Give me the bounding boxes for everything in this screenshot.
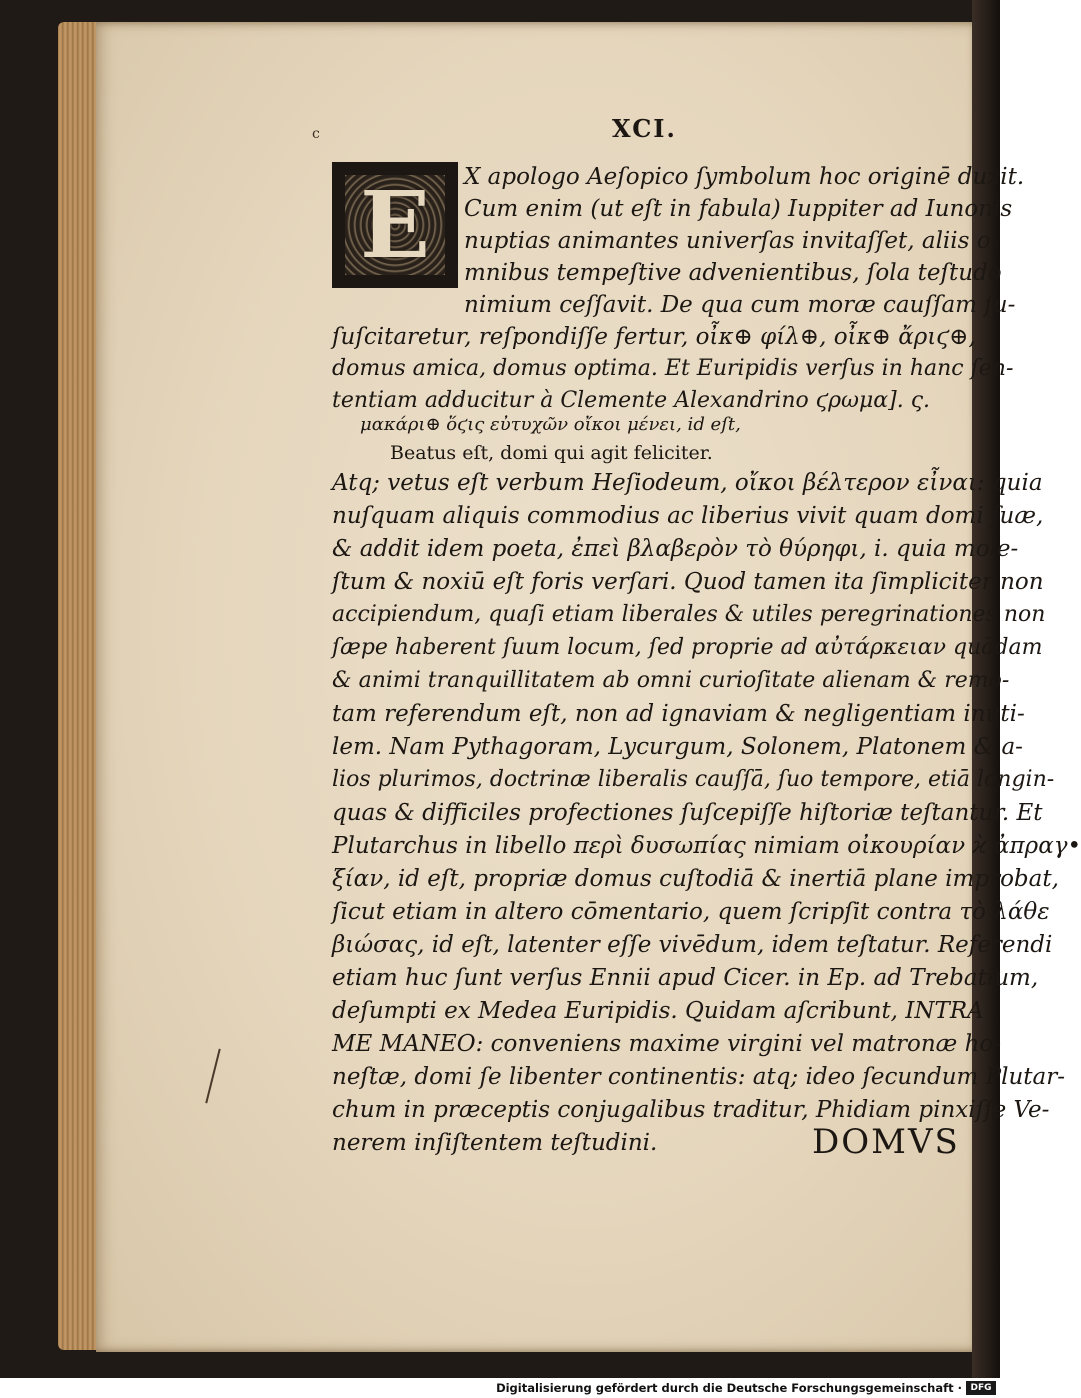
- text-line: ſtum & noxiū eſt foris verſari. Quod tamen ita ſimpliciter non: [332, 569, 1044, 595]
- text-line: & animi tranquillitatem ab omni curioſitate alienam & remo-: [332, 668, 1010, 693]
- verse-translation: Beatus eſt, domi qui agit feliciter.: [390, 442, 713, 464]
- page-number: XCI.: [612, 114, 677, 143]
- text-line: ſicut etiam in altero cōmentario, quem ſcripſit contra τὸ λάθε: [332, 899, 1050, 925]
- funding-credit: Digitalisierung gefördert durch die Deutsche Forschungsgemeinschaft ·: [496, 1381, 962, 1395]
- text-line: ME MANEO: conveniens maxime virgini vel matronæ ho-: [332, 1031, 1002, 1057]
- text-line: nuptias animantes univerſas invitaſſet, aliis o-: [464, 228, 999, 254]
- text-line: Atq; vetus eſt verbum Heſiodeum, οἴκοι βέλτερον εἶναι: quia: [332, 470, 1043, 496]
- text-line: deſumpti ex Medea Euripidis. Quidam aſcribunt, INTRA: [332, 998, 984, 1024]
- text-line: chum in præceptis conjugalibus traditur, Phidiam pinxiſſe Ve-: [332, 1097, 1050, 1123]
- greek-verse: μακάρι⊕ ὅϛις εὐτυχῶν οἴκοι μένει, id eſt,: [360, 414, 741, 435]
- text-line: βιώσας, id eſt, latenter eſſe vivēdum, idem teſtatur. Referendi: [332, 932, 1053, 958]
- text-line: ξίαν, id eſt, propriæ domus cuſtodiā & inertiā plane improbat,: [332, 866, 1059, 892]
- initial-letter: E: [359, 171, 431, 279]
- text-line: mnibus tempeſtive advenientibus, ſola teſtudo: [464, 260, 1002, 286]
- text-line: ſuſcitaretur, reſpondiſſe fertur, οἶκ⊕ φίλ⊕, οἶκ⊕ ἄριϛ⊕,: [332, 324, 976, 350]
- text-line: lios plurimos, doctrinæ liberalis cauſſā, ſuo tempore, etiā longin-: [332, 767, 1055, 792]
- text-line: neſtæ, domi ſe libenter continentis: atq; ideo ſecundum Plutar-: [332, 1064, 1066, 1090]
- text-line: Cum enim (ut eſt in fabula) Iuppiter ad Iunonis: [464, 196, 1013, 222]
- text-line: etiam huc ſunt verſus Ennii apud Cicer. in Ep. ad Trebatium,: [332, 965, 1039, 991]
- catchword: DOMVS: [812, 1122, 960, 1162]
- dfg-logo-icon: DFG: [966, 1381, 996, 1395]
- text-line: tam referendum eſt, non ad ignaviam & negligentiam inuti-: [332, 701, 1025, 727]
- text-line: nimium ceſſavit. De qua cum moræ cauſſam ſu-: [464, 292, 1016, 318]
- margin-mark: c: [312, 126, 320, 142]
- text-line: lem. Nam Pythagoram, Lycurgum, Solonem, Platonem & a-: [332, 734, 1023, 760]
- text-line: nuſquam aliquis commodius ac liberius vivit quam domi ſuæ,: [332, 503, 1044, 529]
- text-line: tentiam adducitur à Clemente Alexandrino ϛρωμα]. ς.: [332, 388, 931, 413]
- text-line: quas & difficiles profectiones ſuſcepiſſe hiſtoriæ teſtantur. Et: [332, 800, 1043, 826]
- text-line: domus amica, domus optima. Et Euripidis verſus in hanc ſen-: [332, 356, 1014, 381]
- text-line: & addit idem poeta, ἐπεὶ βλαβερὸν τὸ θύρηφι, i. quia mole-: [332, 536, 1019, 562]
- text-line: accipiendum, quaſi etiam liberales & utiles peregrinationes non: [332, 602, 1046, 627]
- text-line: ſæpe haberent ſuum locum, ſed proprie ad αὐτάρκειαν quādam: [332, 635, 1043, 660]
- footer-bar: [0, 1378, 1000, 1398]
- text-line: nerem inſiſtentem teſtudini.: [332, 1130, 658, 1156]
- text-line: X apologo Aeſopico ſymbolum hoc originē duxit.: [464, 164, 1025, 190]
- decorated-initial: [332, 162, 458, 288]
- text-line: Plutarchus in libello περὶ δυσωπίας nimiam οἰκουρίαν ϰ̀ ἀπραγ•: [332, 833, 1081, 859]
